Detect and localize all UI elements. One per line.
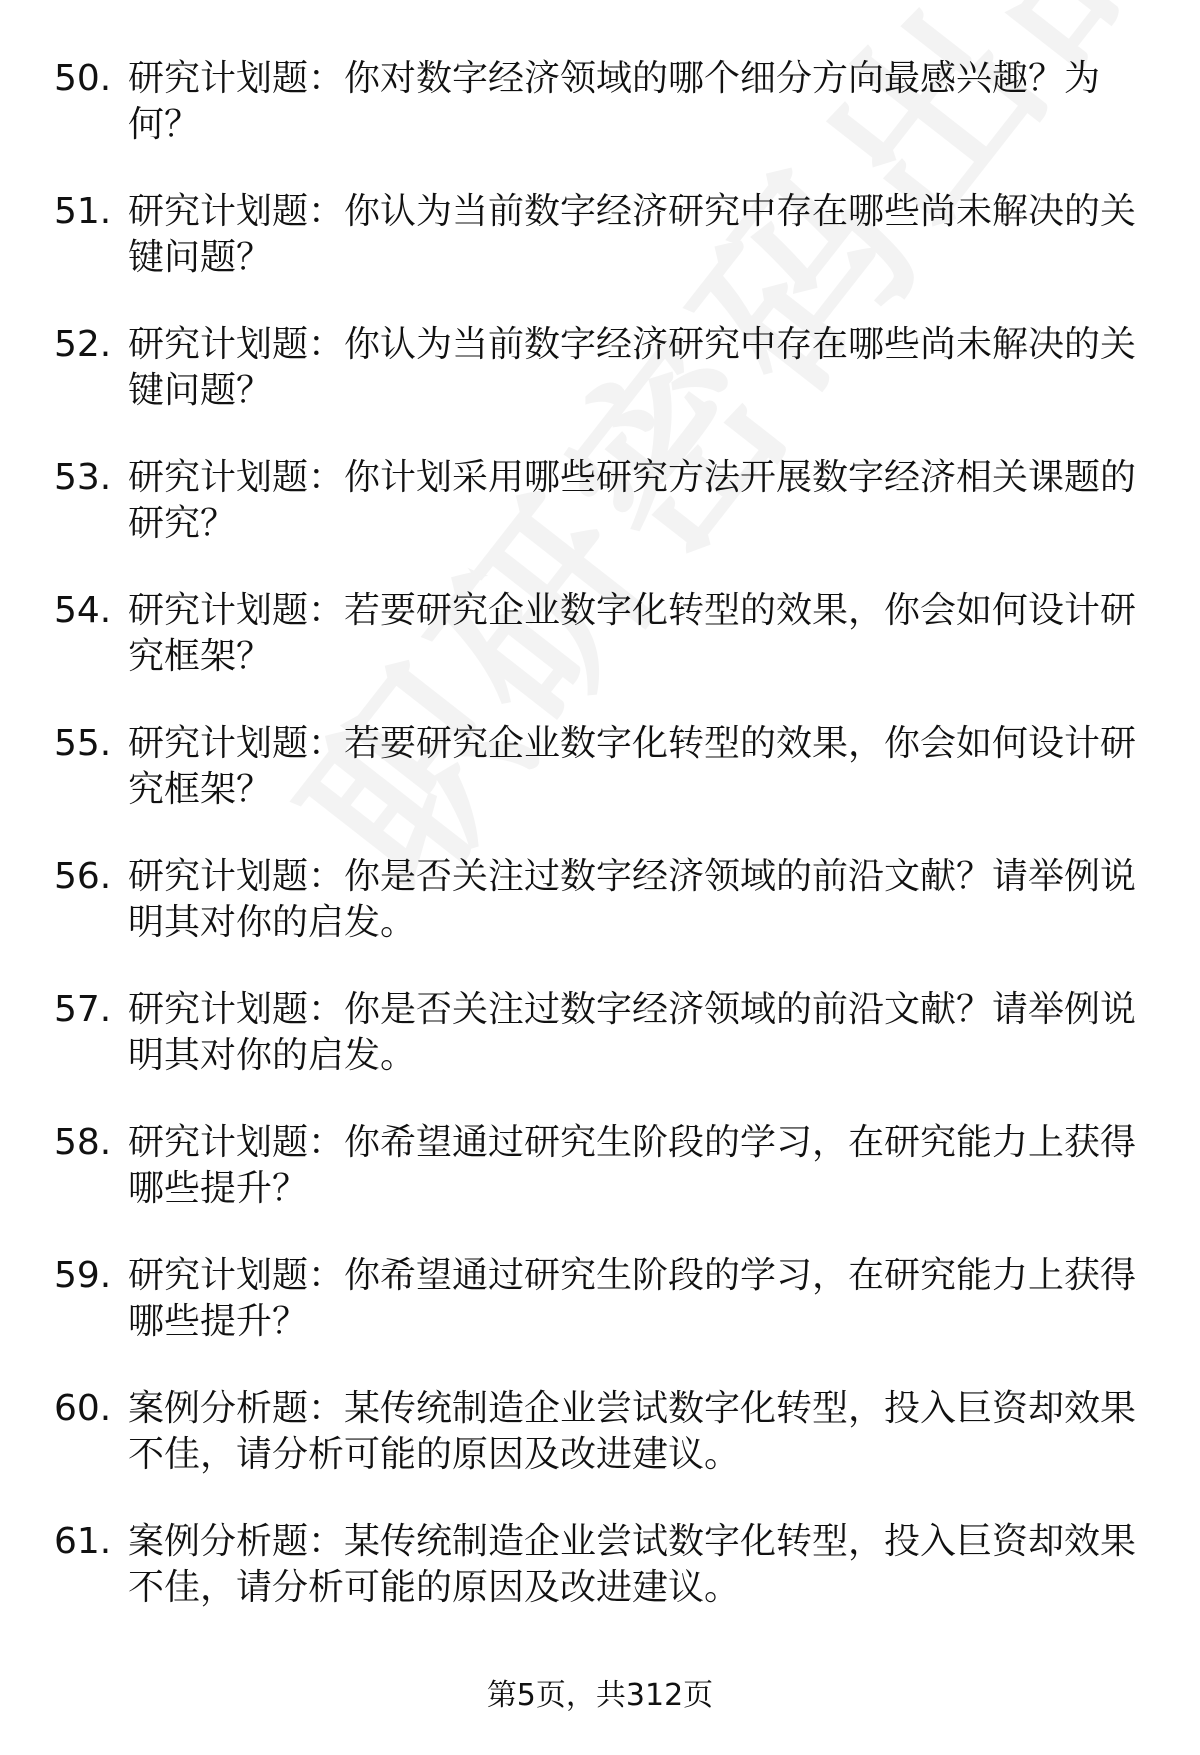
question-text: 案例分析题：某传统制造企业尝试数字化转型，投入巨资却效果不佳，请分析可能的原因及改进建议。	[128, 1388, 1137, 1475]
question-number: 56.	[54, 856, 112, 897]
question-number: 51.	[54, 191, 112, 232]
question-text: 案例分析题：某传统制造企业尝试数字化转型，投入巨资却效果不佳，请分析可能的原因及改进建议。	[128, 1521, 1137, 1608]
question-item	[0, 1253, 1200, 1386]
question-text: 研究计划题：你是否关注过数字经济领域的前沿文献？请举例说明其对你的启发。	[128, 856, 1137, 943]
question-item	[0, 1386, 1200, 1519]
question-number: 55.	[54, 723, 112, 764]
question-item	[0, 987, 1200, 1120]
question-text: 研究计划题：若要研究企业数字化转型的效果，你会如何设计研究框架？	[128, 723, 1137, 810]
question-number: 59.	[54, 1255, 112, 1296]
question-item	[0, 455, 1200, 588]
question-item	[0, 588, 1200, 721]
question-item	[0, 56, 1200, 189]
question-text: 研究计划题：若要研究企业数字化转型的效果，你会如何设计研究框架？	[128, 590, 1137, 677]
question-text: 研究计划题：你认为当前数字经济研究中存在哪些尚未解决的关键问题？	[128, 324, 1137, 411]
question-text: 研究计划题：你希望通过研究生阶段的学习，在研究能力上获得哪些提升？	[128, 1122, 1137, 1209]
question-text: 研究计划题：你认为当前数字经济研究中存在哪些尚未解决的关键问题？	[128, 191, 1137, 278]
question-text: 研究计划题：你希望通过研究生阶段的学习，在研究能力上获得哪些提升？	[128, 1255, 1137, 1342]
question-item	[0, 721, 1200, 854]
question-item	[0, 189, 1200, 322]
question-text: 研究计划题：你对数字经济领域的哪个细分方向最感兴趣？为何？	[128, 58, 1101, 145]
question-number: 57.	[54, 989, 112, 1030]
question-number: 60.	[54, 1388, 112, 1429]
question-number: 61.	[54, 1521, 112, 1562]
question-item	[0, 1120, 1200, 1253]
question-number: 52.	[54, 324, 112, 365]
question-list	[0, 56, 1200, 1652]
page-footer: 第5页，共312页	[486, 1678, 714, 1713]
question-text: 研究计划题：你计划采用哪些研究方法开展数字经济相关课题的研究？	[128, 457, 1137, 544]
question-text: 研究计划题：你是否关注过数字经济领域的前沿文献？请举例说明其对你的启发。	[128, 989, 1137, 1076]
question-number: 50.	[54, 58, 112, 99]
question-number: 53.	[54, 457, 112, 498]
question-item	[0, 1519, 1200, 1652]
question-item	[0, 322, 1200, 455]
question-number: 54.	[54, 590, 112, 631]
question-number: 58.	[54, 1122, 112, 1163]
question-item	[0, 854, 1200, 987]
